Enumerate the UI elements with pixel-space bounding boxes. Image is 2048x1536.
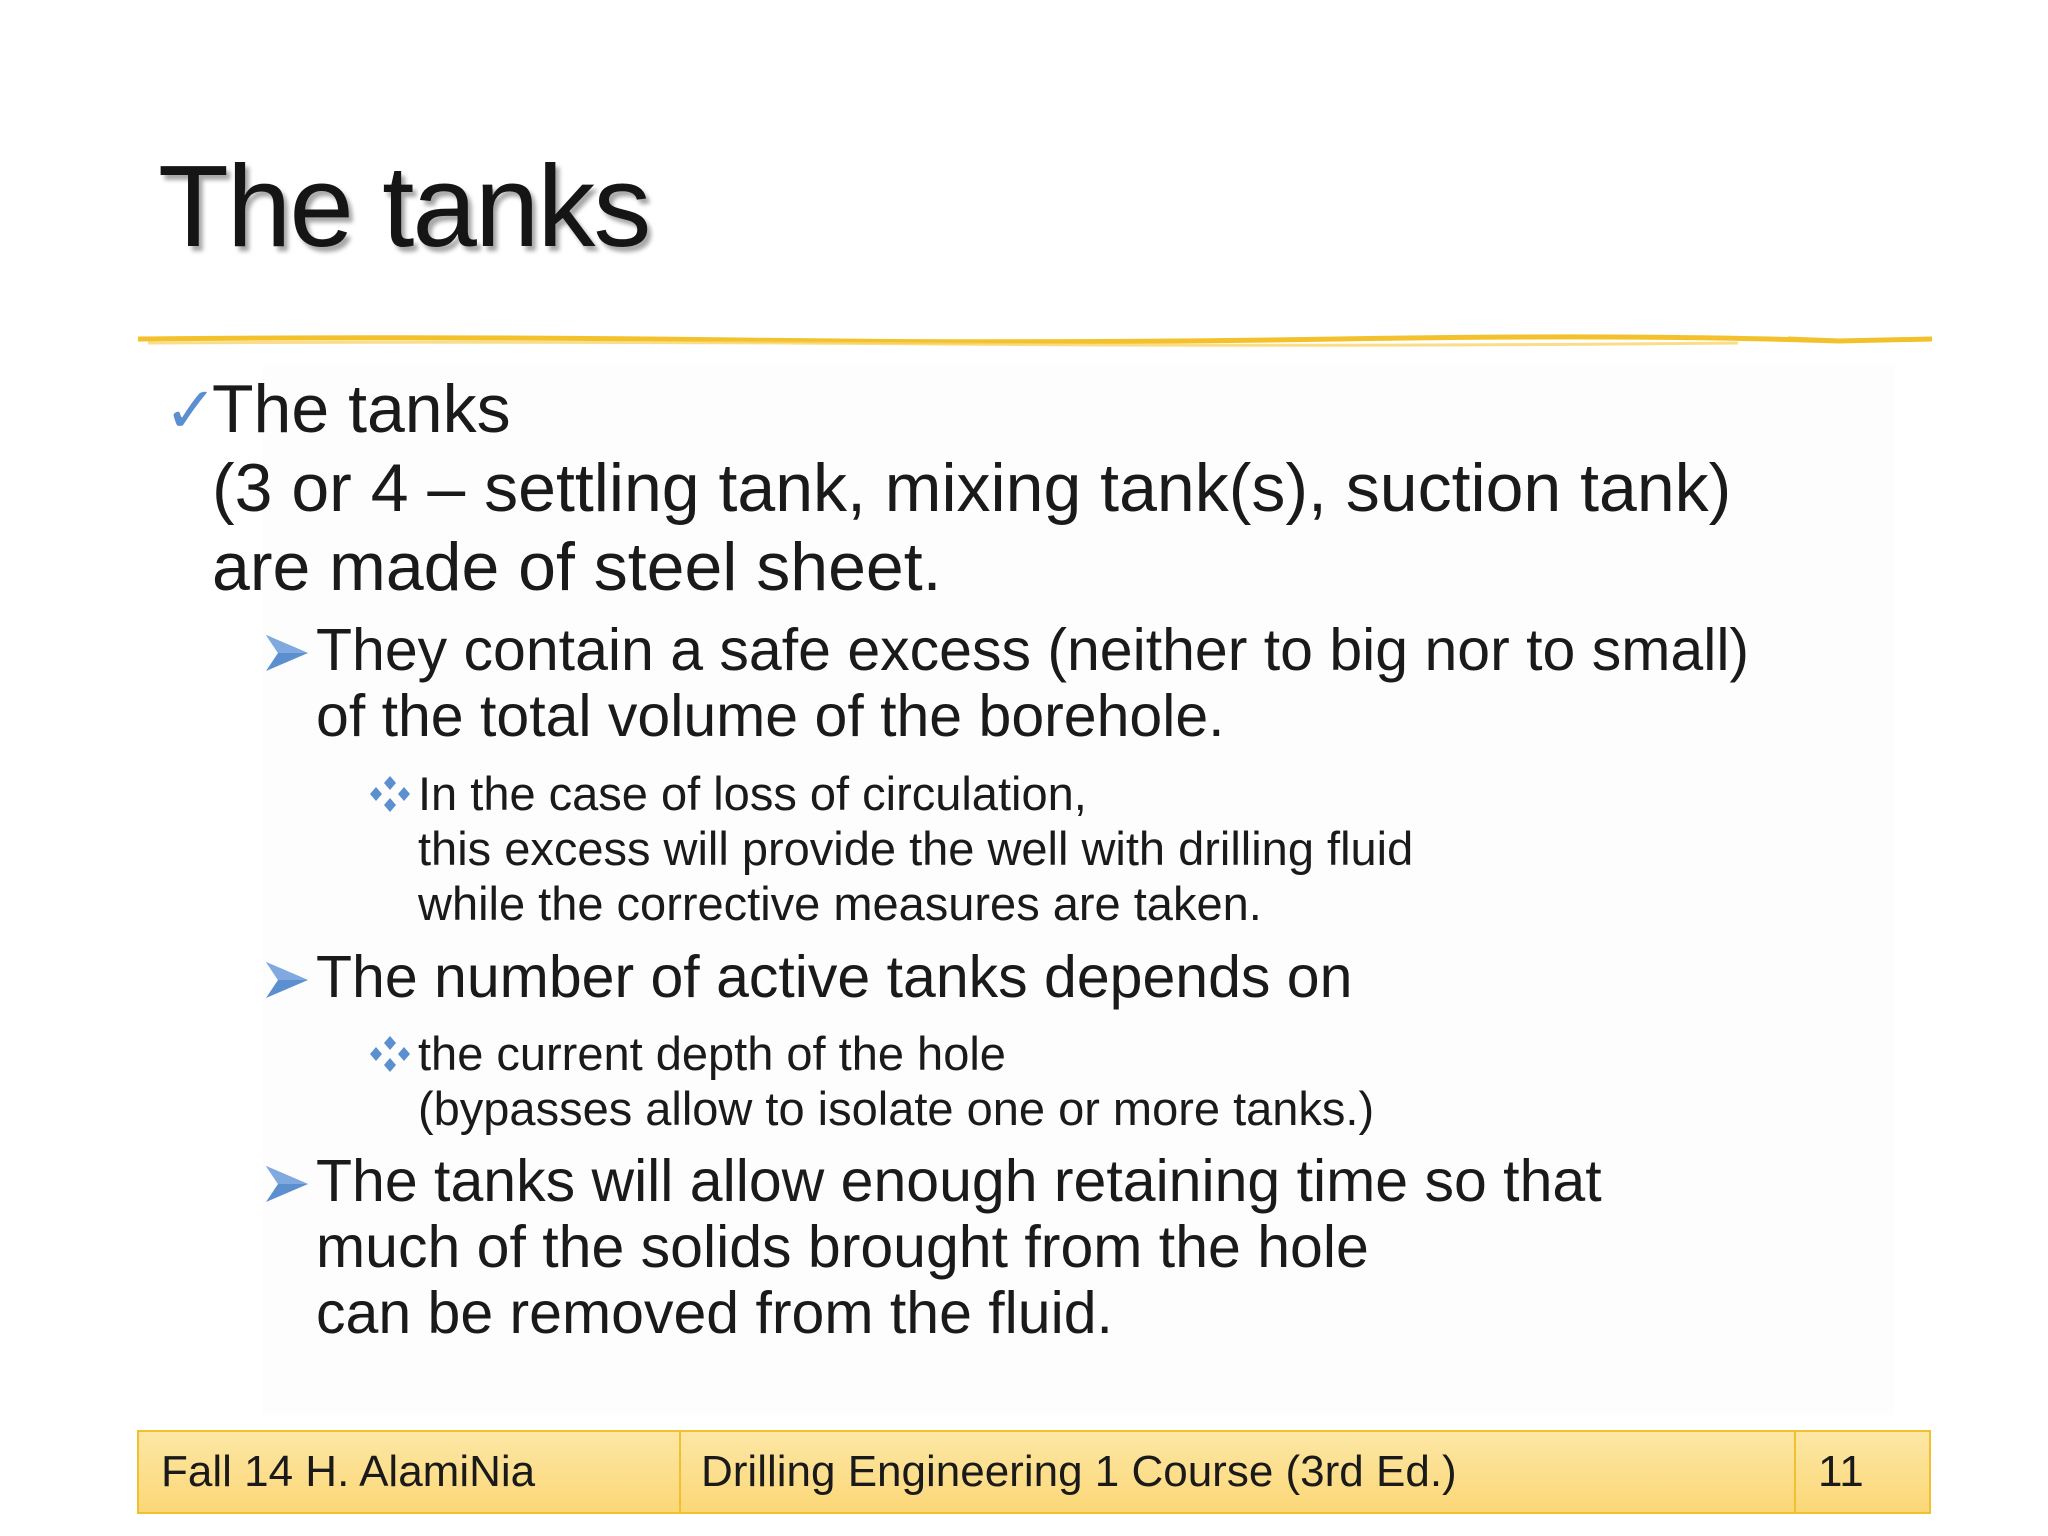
page-number: 11 <box>1794 1432 1929 1512</box>
bullet-line: the current depth of the hole <box>418 1027 1006 1080</box>
slide-footer <box>137 1430 1931 1514</box>
bullet-line: The tanks <box>212 371 511 447</box>
bullet-line: this excess will provide the well with drilling fluid <box>418 822 1414 875</box>
diamond-cluster-icon <box>370 1036 410 1072</box>
arrow-icon <box>264 633 310 673</box>
bullet-line: (bypasses allow to isolate one or more tanks.) <box>418 1082 1375 1135</box>
bullet-line: The number of active tanks depends on <box>316 944 1353 1010</box>
arrow-icon <box>264 960 310 1000</box>
bullet-line: of the total volume of the borehole. <box>316 683 1225 749</box>
arrow-icon <box>264 1164 310 1204</box>
bullet-line: (3 or 4 – settling tank, mixing tank(s), suction tank) <box>212 450 1732 526</box>
footer-course: Drilling Engineering 1 Course (3rd Ed.) <box>679 1432 1794 1512</box>
bullet-line: can be removed from the fluid. <box>316 1280 1113 1346</box>
slide-title: The tanks <box>158 141 650 271</box>
bullet-line: much of the solids brought from the hole <box>316 1214 1369 1280</box>
check-icon: ✓ <box>164 374 218 446</box>
bullet-item <box>316 617 1749 749</box>
bullet-item <box>316 1148 1602 1346</box>
bullet-item <box>418 766 1413 931</box>
bullet-line: The tanks will allow enough retaining time so that <box>316 1148 1602 1214</box>
title-divider <box>138 334 1932 350</box>
bullet-line: are made of steel sheet. <box>212 529 942 605</box>
bullet-line: In the case of loss of circulation, <box>418 767 1087 820</box>
bullet-line: while the corrective measures are taken. <box>418 877 1262 930</box>
bullet-item <box>418 1026 1374 1136</box>
bullet-item <box>164 370 1732 607</box>
diamond-cluster-icon <box>370 776 410 812</box>
bullet-item <box>316 944 1352 1010</box>
bullet-line: They contain a safe excess (neither to big nor to small) <box>316 617 1750 683</box>
footer-author: Fall 14 H. AlamiNia <box>161 1447 536 1496</box>
